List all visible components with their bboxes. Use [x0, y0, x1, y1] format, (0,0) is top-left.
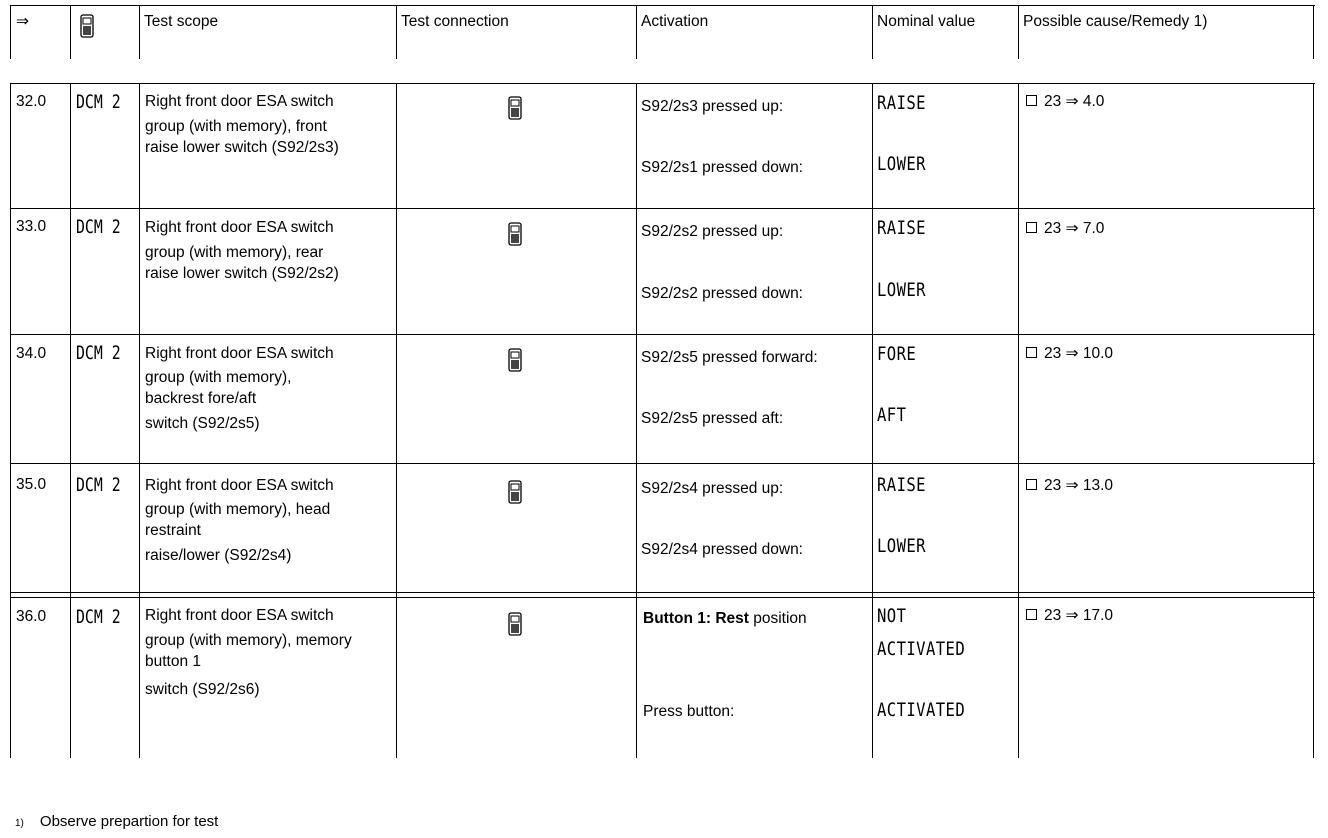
step-number: 34.0: [16, 345, 47, 362]
activation-text: S92/2s5 pressed forward:: [641, 349, 818, 366]
scope-line: Right front door ESA switch: [145, 345, 334, 362]
remedy-reference: 23 ⇒ 7.0: [1026, 217, 1104, 240]
scope-line: group (with memory), memory: [145, 632, 352, 649]
scope-line: switch (S92/2s6): [145, 681, 260, 698]
scope-line: group (with memory), rear: [145, 244, 324, 261]
scope-line: Right front door ESA switch: [145, 477, 334, 494]
scope-line: restraint: [145, 522, 201, 539]
footnote: [15, 813, 218, 830]
scope-line: raise lower switch (S92/2s2): [145, 265, 339, 282]
module-label: DCM 2: [76, 216, 121, 238]
header-test-connection: Test connection: [401, 13, 509, 30]
activation-text: S92/2s2 pressed up:: [641, 223, 784, 240]
hand-held-tester-icon: [508, 96, 522, 120]
step-number: 33.0: [16, 218, 47, 235]
hand-held-tester-icon: [508, 480, 522, 504]
hand-held-tester-icon: [508, 612, 522, 636]
scope-line: raise/lower (S92/2s4): [145, 547, 292, 564]
header-test-scope: Test scope: [144, 13, 219, 30]
nominal-display-value: ACTIVATED: [877, 699, 966, 721]
activation-text: S92/2s3 pressed up:: [641, 98, 784, 115]
checkbox-square-icon: [1026, 479, 1037, 490]
module-label: DCM 2: [76, 474, 121, 496]
scope-line: group (with memory),: [145, 369, 292, 386]
remedy-reference: 23 ⇒ 13.0: [1026, 474, 1113, 497]
hand-held-tester-icon: [80, 14, 94, 38]
scope-line: group (with memory), head: [145, 501, 331, 518]
nominal-display-value: RAISE: [877, 474, 926, 496]
module-label: DCM 2: [76, 606, 121, 628]
scope-line: raise lower switch (S92/2s3): [145, 139, 339, 156]
step-number: 32.0: [16, 93, 47, 110]
header-arrow: ⇒: [16, 13, 29, 30]
step-number: 35.0: [16, 476, 47, 493]
activation-text: S92/2s2 pressed down:: [641, 285, 803, 302]
activation-text: Button 1: Rest position: [643, 610, 807, 627]
nominal-display-value: FORE: [877, 343, 917, 365]
activation-text: S92/2s4 pressed down:: [641, 541, 803, 558]
nominal-display-value: ACTIVATED: [877, 638, 966, 660]
nominal-display-value: RAISE: [877, 217, 926, 239]
activation-text: S92/2s1 pressed down:: [641, 159, 803, 176]
nominal-display-value: NOT: [877, 605, 907, 627]
scope-line: button 1: [145, 653, 202, 670]
nominal-display-value: LOWER: [877, 153, 926, 175]
scope-line: Right front door ESA switch: [145, 607, 334, 624]
nominal-display-value: RAISE: [877, 92, 926, 114]
hand-held-tester-icon: [508, 348, 522, 372]
hand-held-tester-icon: [508, 222, 522, 246]
step-number: 36.0: [16, 608, 47, 625]
nominal-display-value: LOWER: [877, 535, 926, 557]
checkbox-square-icon: [1026, 95, 1037, 106]
scope-line: Right front door ESA switch: [145, 93, 334, 110]
header-possible-cause: Possible cause/Remedy 1): [1023, 13, 1208, 30]
module-label: DCM 2: [76, 91, 121, 113]
checkbox-square-icon: [1026, 347, 1037, 358]
scope-line: switch (S92/2s5): [145, 415, 260, 432]
scope-line: backrest fore/aft: [145, 390, 257, 407]
nominal-display-value: AFT: [877, 404, 907, 426]
remedy-reference: 23 ⇒ 17.0: [1026, 604, 1113, 627]
header-nominal-value: Nominal value: [877, 13, 976, 30]
checkbox-square-icon: [1026, 609, 1037, 620]
scope-line: Right front door ESA switch: [145, 219, 334, 236]
header-activation: Activation: [641, 13, 709, 30]
remedy-reference: 23 ⇒ 4.0: [1026, 90, 1104, 113]
footnote-marker: 1): [15, 818, 24, 829]
nominal-display-value: LOWER: [877, 279, 926, 301]
module-label: DCM 2: [76, 342, 121, 364]
checkbox-square-icon: [1026, 222, 1037, 233]
activation-text: S92/2s5 pressed aft:: [641, 410, 784, 427]
scope-line: group (with memory), front: [145, 118, 327, 135]
activation-text: S92/2s4 pressed up:: [641, 480, 784, 497]
footnote-text: Observe prepartion for test: [39, 813, 219, 830]
activation-text: Press button:: [643, 703, 735, 720]
remedy-reference: 23 ⇒ 10.0: [1026, 342, 1113, 365]
